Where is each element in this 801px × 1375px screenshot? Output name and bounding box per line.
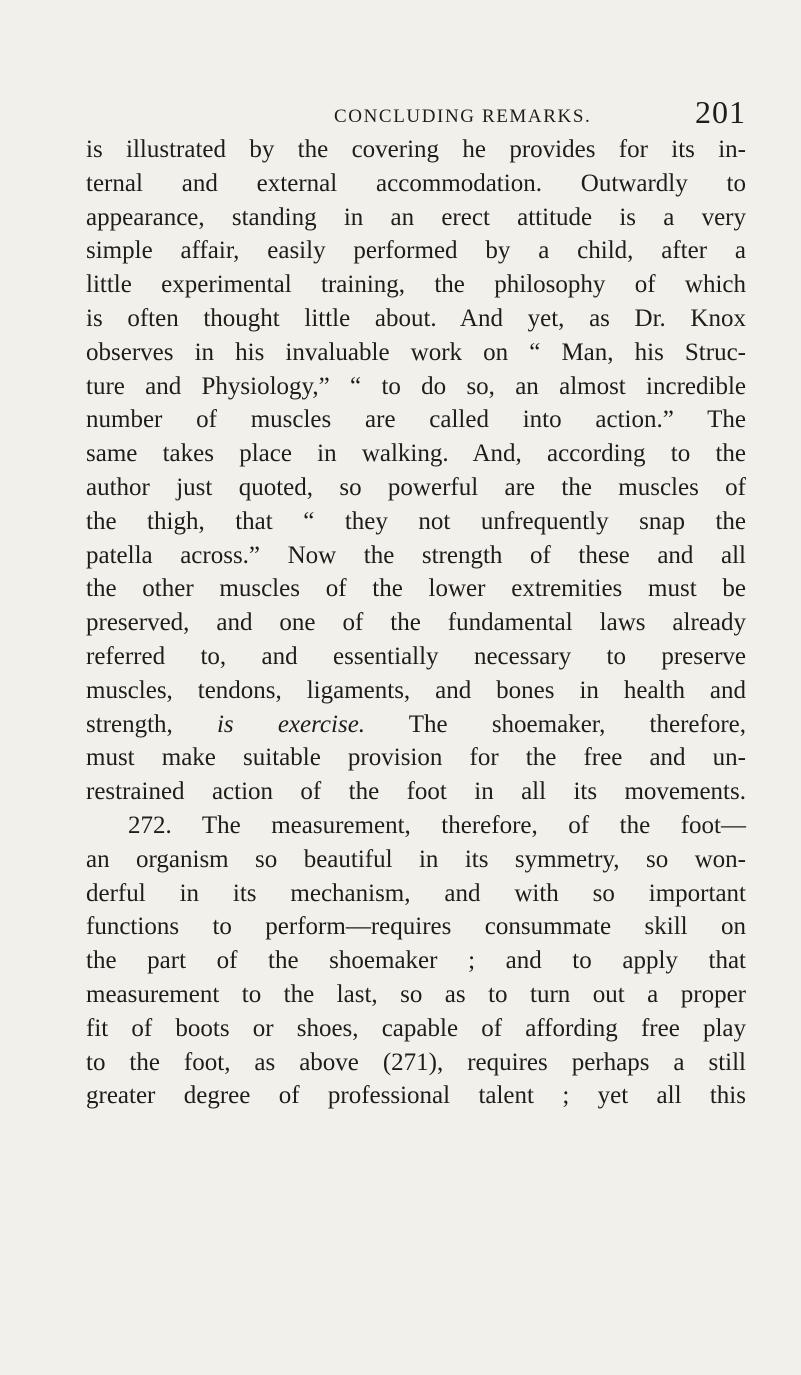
- text-line: same takes place in walking. And, according to the: [86, 440, 746, 468]
- text-line: patella across.” Now the strength of these and all: [86, 541, 746, 569]
- text-line: is often thought little about. And yet, as Dr. Knox: [86, 304, 746, 332]
- text-line: ture and Physiology,” “ to do so, an almost incredible: [86, 372, 746, 400]
- text-line: functions to perform—requires consummate skill on: [86, 913, 746, 941]
- text-line: number of muscles are called into action.” The: [86, 406, 746, 434]
- text-line: appearance, standing in an erect attitude is a very: [86, 203, 746, 231]
- text-line: an organism so beautiful in its symmetry, so won-: [86, 845, 746, 873]
- text-line: to the foot, as above (271), requires perhaps a still: [86, 1048, 746, 1076]
- text-line: must make suitable provision for the free and un-: [86, 744, 746, 772]
- page-number: 201: [695, 94, 746, 130]
- body-text: [86, 133, 746, 1113]
- text-line: ternal and external accommodation. Outwardly to: [86, 169, 746, 197]
- chapter-title: CONCLUDING REMARKS.: [334, 106, 592, 127]
- paragraph-start-line: 272. The measurement, therefore, of the foot—: [128, 811, 746, 839]
- text-line: is illustrated by the covering he provides for its in-: [86, 136, 746, 163]
- text-line: referred to, and essentially necessary to preserve: [86, 642, 746, 670]
- text-line: little experimental training, the philosophy of which: [86, 271, 746, 299]
- text-line: preserved, and one of the fundamental laws already: [86, 609, 746, 637]
- text-line: author just quoted, so powerful are the muscles of: [86, 473, 746, 501]
- text-line: fit of boots or shoes, capable of affording free play: [86, 1014, 746, 1042]
- text-run: The shoemaker, therefore,: [408, 710, 746, 738]
- text-run: strength,: [86, 710, 173, 738]
- text-line: measurement to the last, so as to turn out a proper: [86, 980, 746, 1008]
- text-line: [86, 708, 746, 742]
- running-head: [86, 92, 746, 132]
- text-line: the part of the shoemaker ; and to apply that: [86, 947, 746, 975]
- text-line: simple affair, easily performed by a child, after a: [86, 237, 746, 265]
- text-line: restrained action of the foot in all its movements.: [86, 778, 746, 806]
- text-line: greater degree of professional talent ; yet all this: [86, 1082, 746, 1110]
- text-line: muscles, tendons, ligaments, and bones in health and: [86, 676, 746, 704]
- text-line: the other muscles of the lower extremities must be: [86, 575, 746, 603]
- text-line: the thigh, that “ they not unfrequently snap the: [86, 507, 746, 535]
- italic-phrase: is exercise.: [216, 710, 366, 738]
- text-line: observes in his invaluable work on “ Man, his Struc-: [86, 338, 746, 366]
- text-line: derful in its mechanism, and with so important: [86, 879, 746, 907]
